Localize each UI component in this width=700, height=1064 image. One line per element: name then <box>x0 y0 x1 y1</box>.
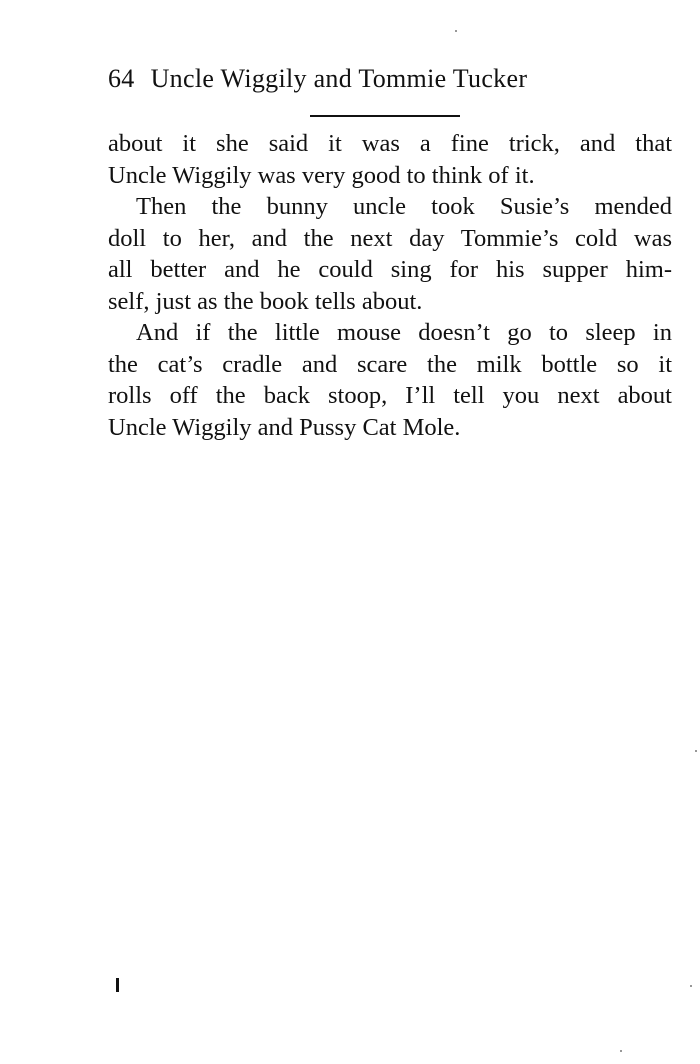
text-line: Uncle Wiggily was very good to think of it. <box>108 161 535 189</box>
specks <box>690 985 692 987</box>
running-title: Uncle Wiggily and Tommie Tucker <box>150 64 528 93</box>
text-line: Uncle Wiggily and Pussy Cat Mole. <box>108 413 461 441</box>
specks <box>620 1050 622 1052</box>
text-line: all better and he could sing for his supper him- <box>108 256 672 283</box>
text-line: Then the bunny uncle took Susie’s mended <box>136 193 672 220</box>
page-header <box>108 64 628 104</box>
text-line: And if the little mouse doesn’t go to sleep in <box>136 319 672 346</box>
header-rule <box>310 115 460 117</box>
print-mark <box>116 978 119 992</box>
text-line: rolls off the back stoop, I’ll tell you next about <box>108 382 672 409</box>
text-line: self, just as the book tells about. <box>108 287 423 315</box>
page-number: 64 <box>108 64 135 93</box>
text-line: about it she said it was a fine trick, and that <box>108 130 672 157</box>
text-line: doll to her, and the next day Tommie’s cold was <box>108 224 672 252</box>
text-line: the cat’s cradle and scare the milk bottle so it <box>108 350 672 378</box>
specks <box>455 30 457 32</box>
specks <box>695 750 697 752</box>
body-text <box>108 128 672 443</box>
